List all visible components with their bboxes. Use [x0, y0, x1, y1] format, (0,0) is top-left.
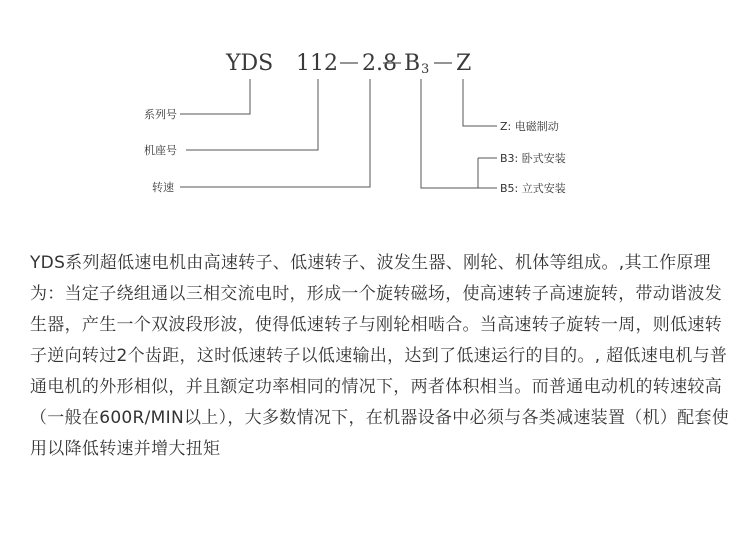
code-mount-letter: B [404, 51, 421, 76]
leader-series [180, 79, 250, 114]
code-mount-sub: 3 [421, 62, 430, 77]
code-frame: 112 [296, 51, 338, 76]
label-speed: 转速 [152, 181, 174, 194]
label-brake: Z: 电磁制动 [500, 120, 559, 133]
leader-mount [421, 79, 478, 188]
model-code-diagram [0, 0, 750, 240]
label-series: 系列号 [144, 108, 177, 121]
label-frame: 机座号 [144, 144, 177, 157]
leader-brake [463, 79, 497, 126]
leader-speed [180, 79, 370, 187]
code-speed: 2.8 [362, 51, 397, 76]
code-brake: Z [456, 51, 472, 76]
label-b5: B5: 立式安装 [500, 182, 566, 195]
description-paragraph: YDS系列超低速电机由高速转子、低速转子、波发生器、刚轮、机体等组成。,其工作原理为：当定子绕组通以三相交流电时，形成一个旋转磁场，使高速转子高速旋转，带动谐波发生器，产生一个双波段形波，使得低速转子与刚轮相啮合。当高速转子旋转一周，则低速转子逆向转过2个齿距，这时低速转子以低速输出，达到了低速运行的目的。, 超低速电机与普通电机的外形相似，并且额定功率相同的情况下，两者体积相当。而普通电动机的转速较高（一般在600R/MIN以上），大多数情况下，在机器设备中必须与各类减速装置（机）配套使用以降低转速并增大扭矩 [30, 253, 730, 459]
label-b3: B3: 卧式安装 [500, 152, 566, 165]
code-series: YDS [226, 51, 274, 76]
